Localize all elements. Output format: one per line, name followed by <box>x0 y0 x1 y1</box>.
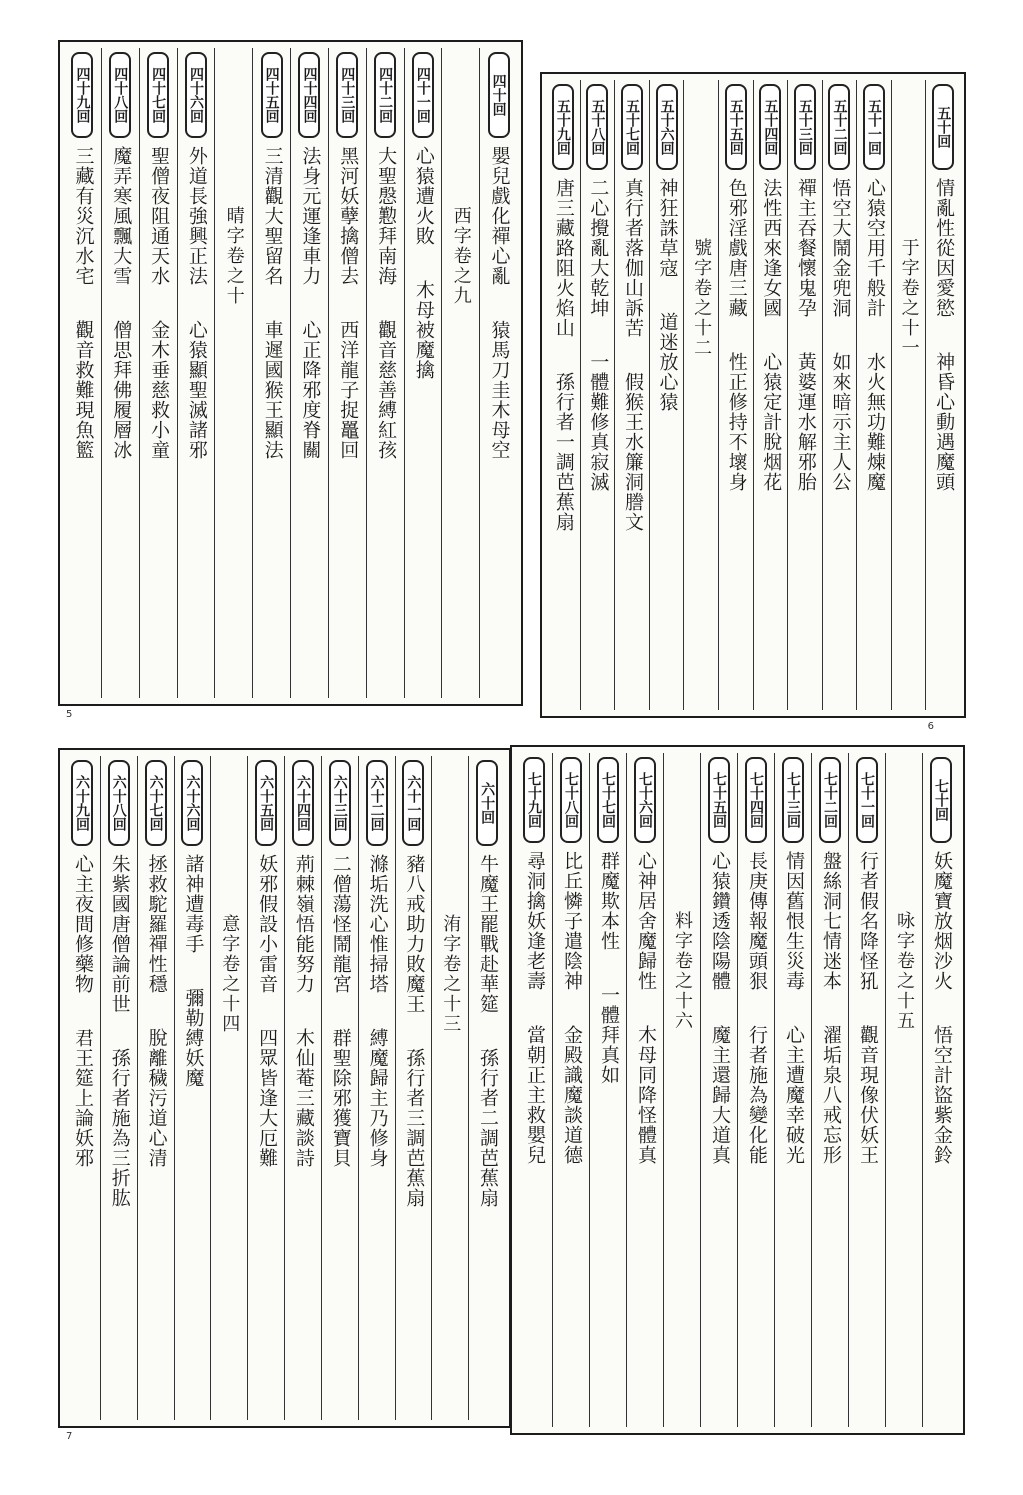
chapter-title-second-line: 心猿定計脫烟花 <box>760 352 783 492</box>
chapter-number-tab: 七十四回 <box>745 757 767 843</box>
chapter-number-tab: 四十四回 <box>298 52 320 138</box>
chapter-title-second-line: 假猴王水簾洞謄文 <box>621 372 644 532</box>
chapter-column <box>358 756 395 1420</box>
chapter-number-tab: 七十五回 <box>708 757 730 843</box>
page-7 <box>58 748 511 1442</box>
chapter-title-first-line: 豬八戒助力敗魔王 <box>403 854 426 1014</box>
chapter-column <box>479 48 517 698</box>
chapter-column <box>284 756 321 1420</box>
chapter-column <box>822 80 857 710</box>
chapter-title-second-line: 心猿顯聖滅諸邪 <box>185 320 208 460</box>
chapter-column <box>247 756 284 1420</box>
chapter-title-first-line: 妖邪假設小雷音 <box>256 854 279 994</box>
chapter-number-tab: 六十四回 <box>292 760 314 846</box>
chapter-number-tab: 七十二回 <box>819 757 841 843</box>
chapter-column <box>774 753 811 1427</box>
volume-heading-column <box>663 753 700 1427</box>
chapter-column <box>101 48 139 698</box>
chapter-title-first-line: 行者假名降怪犼 <box>856 851 879 991</box>
chapter-title-first-line: 情亂性從因愛慾 <box>933 178 956 318</box>
chapter-title-first-line: 拯救駝羅禪性穩 <box>145 854 168 994</box>
chapter-title-second-line: 木母被魔擒 <box>412 280 435 380</box>
chapter-title-first-line: 法性西來逢女國 <box>760 178 783 318</box>
volume-heading: 號字卷之十二 <box>691 238 713 358</box>
folio-number: 7 <box>66 1431 73 1442</box>
chapter-title-first-line: 諸神遭毒手 <box>182 854 205 954</box>
chapter-title-first-line: 禪主吞餐懷鬼孕 <box>794 178 817 318</box>
chapter-column <box>174 756 211 1420</box>
chapter-number-tab: 七十七回 <box>597 757 619 843</box>
chapter-column <box>404 48 442 698</box>
volume-heading-column <box>891 80 926 710</box>
chapter-title-second-line: 孫行者二調芭蕉扇 <box>477 1048 500 1208</box>
chapter-title-second-line: 神昏心動遇魔頭 <box>933 352 956 492</box>
chapter-number-tab: 七十一回 <box>856 757 878 843</box>
chapter-number-tab: 五十六回 <box>656 84 678 170</box>
volume-heading: 意字卷之十四 <box>219 914 241 1034</box>
chapter-number-tab: 四十五回 <box>261 52 283 138</box>
chapter-title-second-line: 孫行者三調芭蕉扇 <box>403 1048 426 1208</box>
chapter-title-first-line: 黑河妖孽擒僧去 <box>337 146 360 286</box>
chapter-number-tab: 四十一回 <box>412 52 434 138</box>
columns <box>64 48 517 698</box>
chapter-title-first-line: 牛魔王罷戰赴華筵 <box>477 854 500 1014</box>
chapter-title-first-line: 三清觀大聖留名 <box>261 146 284 286</box>
chapter-title-second-line: 悟空計盜紫金鈴 <box>930 1025 953 1165</box>
chapter-number-tab: 五十二回 <box>828 84 850 170</box>
volume-heading-column <box>885 753 922 1427</box>
chapter-title-first-line: 群魔欺本性 <box>597 851 620 951</box>
chapter-number-tab: 五十八回 <box>586 84 608 170</box>
chapter-title-first-line: 悟空大鬧金兜洞 <box>829 178 852 318</box>
chapter-column <box>177 48 215 698</box>
chapter-title-first-line: 三藏有災沉水宅 <box>72 146 95 286</box>
columns <box>64 756 505 1420</box>
chapter-number-tab: 四十八回 <box>109 52 131 138</box>
chapter-title-first-line: 妖魔寶放烟沙火 <box>930 851 953 991</box>
volume-heading: 料字卷之十六 <box>672 911 693 1031</box>
chapter-column <box>700 753 737 1427</box>
chapter-number-tab: 四十九回 <box>71 52 93 138</box>
chapter-column <box>64 48 101 698</box>
chapter-number-tab: 四十回 <box>488 52 510 138</box>
chapter-title-second-line: 一體拜真如 <box>597 985 620 1085</box>
chapter-column <box>321 756 358 1420</box>
chapter-number-tab: 六十七回 <box>145 760 167 846</box>
chapter-column <box>395 756 432 1420</box>
chapter-title-first-line: 心神居舍魔歸性 <box>634 851 657 991</box>
chapter-title-first-line: 魔弄寒風飄大雪 <box>110 146 133 286</box>
volume-heading: 洧字卷之十三 <box>440 914 462 1034</box>
chapter-title-first-line: 嬰兒戲化禪心亂 <box>488 146 511 286</box>
chapter-column <box>290 48 328 698</box>
chapter-number-tab: 七十三回 <box>782 757 804 843</box>
chapter-column <box>252 48 290 698</box>
chapter-number-tab: 五十九回 <box>552 84 574 170</box>
chapter-title-first-line: 盤絲洞七情迷本 <box>819 851 842 991</box>
chapter-number-tab: 六十六回 <box>181 760 203 846</box>
chapter-title-second-line: 心主遭魔幸破光 <box>782 1025 805 1165</box>
chapter-column <box>516 753 552 1427</box>
chapter-column <box>137 756 174 1420</box>
chapter-title-second-line: 濯垢泉八戒忘形 <box>819 1025 842 1165</box>
chapter-title-second-line: 觀音現像伏妖王 <box>856 1025 879 1165</box>
chapter-column <box>100 756 137 1420</box>
chapter-title-first-line: 色邪淫戲唐三藏 <box>725 178 748 318</box>
chapter-number-tab: 七十八回 <box>560 757 582 843</box>
chapter-title-first-line: 二心攪亂大乾坤 <box>587 178 610 318</box>
chapter-column <box>139 48 177 698</box>
chapter-title-first-line: 真行者落伽山訴苦 <box>621 178 644 338</box>
chapter-column <box>468 756 505 1420</box>
chapter-title-first-line: 朱紫國唐僧論前世 <box>108 854 131 1014</box>
chapter-title-second-line: 群聖除邪獲寶貝 <box>329 1028 352 1168</box>
chapter-column <box>787 80 822 710</box>
chapter-number-tab: 六十回 <box>476 760 498 846</box>
chapter-title-second-line: 木母同降怪體真 <box>634 1025 657 1165</box>
chapter-title-second-line: 脫離穢污道心清 <box>145 1028 168 1168</box>
columns <box>546 80 960 710</box>
chapter-number-tab: 七十九回 <box>523 757 545 843</box>
chapter-column <box>649 80 684 710</box>
chapter-title-first-line: 法身元運逢車力 <box>299 146 322 286</box>
volume-heading: 晴字卷之十 <box>223 206 245 306</box>
chapter-number-tab: 六十五回 <box>255 760 277 846</box>
chapter-title-first-line: 心主夜間修藥物 <box>71 854 94 994</box>
page-8 <box>510 745 965 1435</box>
chapter-title-first-line: 荊棘嶺悟能努力 <box>292 854 315 994</box>
chapter-number-tab: 五十五回 <box>725 84 747 170</box>
chapter-title-second-line: 彌勒縛妖魔 <box>182 988 205 1088</box>
chapter-title-first-line: 情因舊恨生災毒 <box>782 851 805 991</box>
chapter-title-second-line: 道迷放心猿 <box>656 312 679 412</box>
volume-heading: 西字卷之九 <box>450 206 472 306</box>
volume-heading-column <box>431 756 468 1420</box>
chapter-column <box>366 48 404 698</box>
chapter-title-second-line: 木仙菴三藏談詩 <box>292 1028 315 1168</box>
chapter-title-first-line: 比丘憐子遣陰神 <box>560 851 583 991</box>
chapter-title-second-line: 車遲國猴王顯法 <box>261 320 284 460</box>
chapter-number-tab: 四十二回 <box>374 52 396 138</box>
chapter-title-first-line: 尋洞擒妖逢老壽 <box>523 851 546 991</box>
chapter-number-tab: 四十七回 <box>147 52 169 138</box>
chapter-number-tab: 五十三回 <box>794 84 816 170</box>
page-5 <box>58 40 523 720</box>
chapter-title-second-line: 僧思拜佛履層冰 <box>110 320 133 460</box>
chapter-number-tab: 五十一回 <box>863 84 885 170</box>
chapter-title-second-line: 金木垂慈救小童 <box>148 320 171 460</box>
chapter-title-second-line: 水火無功難煉魔 <box>864 352 887 492</box>
volume-heading: 咏字卷之十五 <box>894 911 915 1031</box>
volume-heading: 于字卷之十一 <box>898 238 920 358</box>
chapter-title-second-line: 西洋龍子捉鼉回 <box>337 320 360 460</box>
chapter-title-first-line: 大聖慇懃拜南海 <box>375 146 398 286</box>
chapter-title-second-line: 君王筵上論妖邪 <box>71 1028 94 1168</box>
chapter-column <box>925 80 960 710</box>
chapter-title-second-line: 縛魔歸主乃修身 <box>366 1028 389 1168</box>
volume-heading-column <box>441 48 479 698</box>
chapter-number-tab: 五十回 <box>932 84 954 170</box>
chapter-column <box>328 48 366 698</box>
chapter-title-second-line: 觀音慈善縛紅孩 <box>375 320 398 460</box>
chapter-title-second-line: 一體難修真寂滅 <box>587 352 610 492</box>
chapter-title-second-line: 猿馬刀圭木母空 <box>488 320 511 460</box>
chapter-title-first-line: 唐三藏路阻火焰山 <box>552 178 575 338</box>
chapter-title-second-line: 行者施為變化能 <box>745 1025 768 1165</box>
chapter-title-second-line: 金殿識魔談道德 <box>560 1025 583 1165</box>
chapter-column <box>589 753 626 1427</box>
chapter-number-tab: 六十三回 <box>329 760 351 846</box>
chapter-number-tab: 七十六回 <box>634 757 656 843</box>
chapter-number-tab: 五十七回 <box>621 84 643 170</box>
page-6 <box>540 72 966 732</box>
chapter-number-tab: 六十八回 <box>108 760 130 846</box>
chapter-column <box>552 753 589 1427</box>
chapter-column <box>811 753 848 1427</box>
chapter-title-first-line: 長庚傳報魔頭狠 <box>745 851 768 991</box>
chapter-number-tab: 六十一回 <box>402 760 424 846</box>
chapter-title-second-line: 如來暗示主人公 <box>829 352 852 492</box>
chapter-number-tab: 六十九回 <box>71 760 93 846</box>
volume-heading-column <box>683 80 718 710</box>
chapter-column <box>580 80 615 710</box>
chapter-title-second-line: 孫行者施為三折肱 <box>108 1048 131 1208</box>
chapter-title-first-line: 心猿鑽透陰陽體 <box>708 851 731 991</box>
volume-heading-column <box>214 48 252 698</box>
chapter-title-second-line: 魔主還歸大道真 <box>708 1025 731 1165</box>
chapter-title-first-line: 外道長強興正法 <box>185 146 208 286</box>
chapter-title-first-line: 二僧蕩怪鬧龍宮 <box>329 854 352 994</box>
volume-heading-column <box>210 756 247 1420</box>
chapter-column <box>546 80 580 710</box>
chapter-column <box>718 80 753 710</box>
chapter-title-second-line: 黃婆運水解邪胎 <box>794 352 817 492</box>
chapter-title-second-line: 心正降邪度脊關 <box>299 320 322 460</box>
chapter-title-second-line: 觀音救難現魚籃 <box>72 320 95 460</box>
chapter-title-second-line: 性正修持不壞身 <box>725 352 748 492</box>
folio-number: 5 <box>66 709 73 720</box>
chapter-column <box>856 80 891 710</box>
chapter-column <box>626 753 663 1427</box>
chapter-column <box>922 753 959 1427</box>
chapter-column <box>64 756 100 1420</box>
chapter-number-tab: 四十三回 <box>336 52 358 138</box>
chapter-title-first-line: 聖僧夜阻通天水 <box>148 146 171 286</box>
chapter-column <box>737 753 774 1427</box>
chapter-number-tab: 四十六回 <box>185 52 207 138</box>
chapter-number-tab: 五十四回 <box>759 84 781 170</box>
chapter-column <box>614 80 649 710</box>
folio-number: 6 <box>927 721 934 732</box>
chapter-number-tab: 六十二回 <box>366 760 388 846</box>
chapter-title-first-line: 滌垢洗心惟掃塔 <box>366 854 389 994</box>
chapter-number-tab: 七十回 <box>930 757 952 843</box>
chapter-title-first-line: 神狂誅草寇 <box>656 178 679 278</box>
chapter-title-second-line: 當朝正主救嬰兒 <box>523 1025 546 1165</box>
chapter-title-second-line: 孫行者一調芭蕉扇 <box>552 372 575 532</box>
chapter-title-first-line: 心猿空用千般計 <box>864 178 887 318</box>
chapter-title-first-line: 心猿遭火敗 <box>412 146 435 246</box>
columns <box>516 753 959 1427</box>
chapter-column <box>848 753 885 1427</box>
chapter-title-second-line: 四眾皆逢大厄難 <box>256 1028 279 1168</box>
chapter-column <box>753 80 788 710</box>
